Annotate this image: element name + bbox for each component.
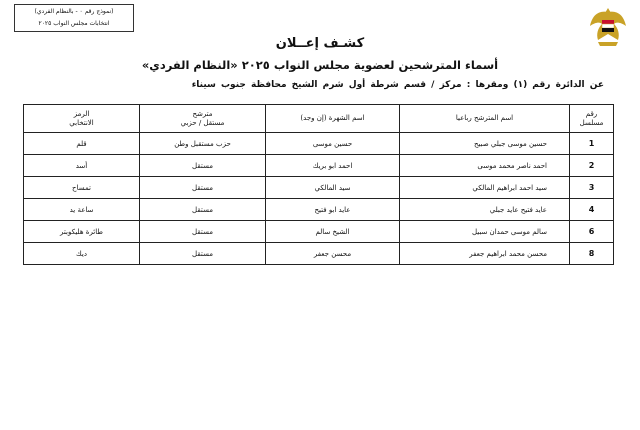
district-info: عن الدائرة رقم (١) ومقرها : مركز / قسم شرطة أول شرم الشيخ محافظة جنوب سيناء — [191, 80, 604, 90]
page-title: كشـف إعــلان — [275, 36, 365, 51]
cell-serial: 3 — [570, 177, 614, 199]
header-symbol — [24, 105, 140, 133]
header-serial — [570, 105, 614, 133]
cell-serial: 8 — [570, 243, 614, 265]
cell-status: حزب مستقبل وطن — [140, 133, 266, 155]
header-nickname: اسم الشهرة (إن وجد) — [266, 105, 400, 133]
page-subtitle: أسماء المترشحين لعضوية مجلس النواب ٢٠٢٥ «النظام الفردي» — [141, 58, 499, 72]
table-row — [24, 199, 614, 221]
cell-name: عايد فتيح عايد جبلي — [400, 199, 570, 221]
header-serial-line-1: رقم — [585, 109, 598, 118]
cell-status: مستقل — [140, 155, 266, 177]
cell-symbol: تمساح — [24, 177, 140, 199]
table-row — [24, 243, 614, 265]
table-header-row — [24, 105, 614, 133]
cell-status: مستقل — [140, 177, 266, 199]
cell-symbol: قلم — [24, 133, 140, 155]
cell-nickname: سيد المالكي — [266, 177, 400, 199]
cell-symbol: ديك — [24, 243, 140, 265]
cell-serial: 2 — [570, 155, 614, 177]
cell-nickname: حسين موسى — [266, 133, 400, 155]
cell-status: مستقل — [140, 199, 266, 221]
header-symbol-line-1: الرمز — [73, 109, 90, 118]
table-row — [24, 155, 614, 177]
cell-serial: 4 — [570, 199, 614, 221]
table-row — [24, 177, 614, 199]
candidates-table — [23, 104, 614, 265]
cell-symbol: ساعة يد — [24, 199, 140, 221]
cell-nickname: محسن جعفر — [266, 243, 400, 265]
header-status-line-1: مترشح — [192, 109, 213, 118]
cell-name: سالم موسى حمدان سبيل — [400, 221, 570, 243]
cell-name: حسين موسى جبلي صبيح — [400, 133, 570, 155]
cell-nickname: الشيخ سالم — [266, 221, 400, 243]
cell-serial: 1 — [570, 133, 614, 155]
cell-symbol: أسد — [24, 155, 140, 177]
cell-status: مستقل — [140, 243, 266, 265]
header-symbol-line-2: الانتخابي — [69, 118, 94, 127]
cell-name: محسن محمد ابراهيم جعفر — [400, 243, 570, 265]
cell-name: احمد ناصر محمد موسى — [400, 155, 570, 177]
cell-nickname: عايد ابو فتيح — [266, 199, 400, 221]
cell-name: سيد احمد ابراهيم المالكي — [400, 177, 570, 199]
form-stamp — [14, 4, 134, 32]
table-row — [24, 133, 614, 155]
stamp-line-1: (نموذج رقم ٠ - بالنظام الفردي) — [34, 8, 114, 15]
stamp-line-2: انتخابات مجلس النواب ٢٠٢٥ — [38, 20, 110, 27]
header-status-line-2: مستقل / حزبي — [180, 118, 225, 127]
cell-serial: 6 — [570, 221, 614, 243]
header-name: اسم المترشح رباعيا — [400, 105, 570, 133]
header-status — [140, 105, 266, 133]
header-serial-line-2: مسلسل — [579, 118, 604, 127]
table-row — [24, 221, 614, 243]
cell-symbol: طائرة هليكوبتر — [24, 221, 140, 243]
cell-nickname: احمد ابو بريك — [266, 155, 400, 177]
cell-status: مستقل — [140, 221, 266, 243]
